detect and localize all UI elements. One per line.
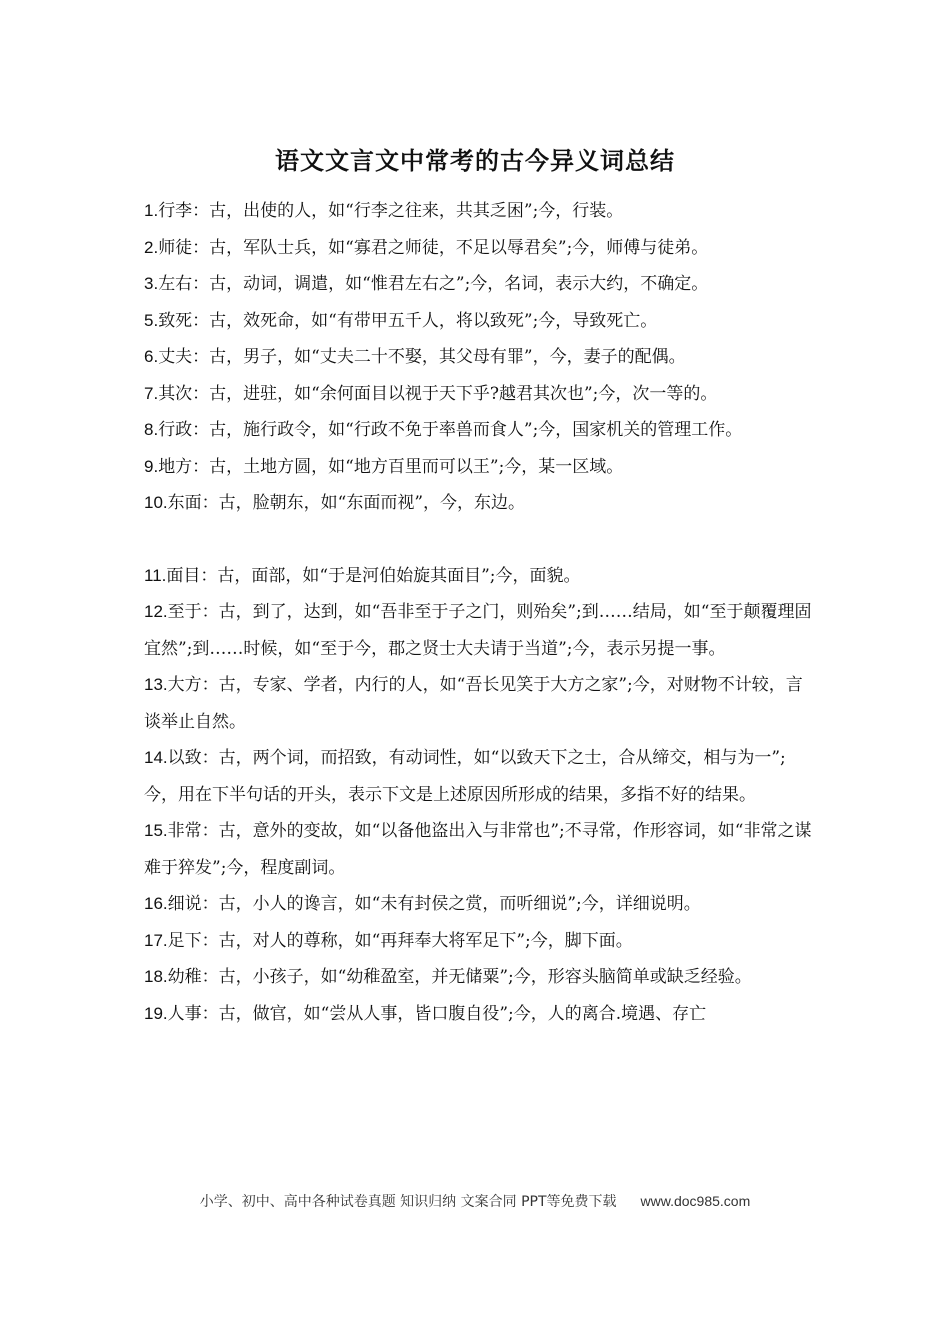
entry-text: 东面：古，脸朝东，如“东面而视”，今，东边。 xyxy=(167,493,526,513)
list-item xyxy=(144,376,816,413)
entry-text: 大方：古，专家、学者，内行的人，如“吾长见笑于大方之家”;今，对财物不计较，言谈举止自然。 xyxy=(144,675,803,732)
footer-text: 小学、初中、高中各种试卷真题 知识归纳 文案合同 PPT等免费下载 xyxy=(199,1194,617,1210)
entry-number: 18. xyxy=(144,967,168,986)
entry-text: 师徒：古，军队士兵，如“寡君之师徒，不足以辱君矣”;今，师傅与徒弟。 xyxy=(158,237,709,258)
entry-number: 2. xyxy=(144,237,159,257)
list-item xyxy=(144,667,816,740)
list-item xyxy=(144,485,816,522)
entry-number: 1. xyxy=(144,201,159,220)
entry-text: 丈夫：古，男子，如“丈夫二十不娶，其父母有罪”，今，妻子的配偶。 xyxy=(158,347,686,367)
entry-number: 3. xyxy=(144,274,159,293)
entry-number: 5. xyxy=(144,310,159,330)
entry-text: 非常：古，意外的变故，如“以备他盗出入与非常也”;不寻常，作形容词，如“非常之谋难于猝发”;今，程度副词。 xyxy=(144,821,812,878)
entry-text: 面目：古，面部，如“于是河伯始旋其面目”;今，面貌。 xyxy=(166,565,581,586)
list-item xyxy=(144,959,816,996)
list-item xyxy=(144,740,816,813)
list-item xyxy=(144,449,816,486)
entry-text: 细说：古，小人的谗言，如“未有封侯之赏，而听细说”;今，详细说明。 xyxy=(167,894,701,914)
list-item xyxy=(144,266,816,303)
list-item xyxy=(144,193,816,230)
entry-number: 13. xyxy=(144,675,168,694)
list-item xyxy=(144,886,816,923)
entry-text: 地方：古，土地方圆，如“地方百里而可以王”;今，某一区域。 xyxy=(158,456,624,477)
entry-number: 15. xyxy=(144,821,168,840)
entry-number: 14. xyxy=(144,748,168,767)
entry-number: 10. xyxy=(144,493,168,512)
document-title: 语文文言文中常考的古今异义词总结 xyxy=(275,146,675,175)
list-item xyxy=(144,594,816,667)
page-footer xyxy=(0,1188,950,1215)
entry-text: 以致：古，两个词，而招致，有动词性，如“以致天下之士，合从缔交，相与为一”;今，用在下半句话的开头，表示下文是上述原因所形成的结果，多指不好的结果。 xyxy=(144,748,786,805)
entry-number: 16. xyxy=(144,894,168,913)
list-item xyxy=(144,923,816,960)
list-item xyxy=(144,813,816,886)
entry-text: 人事：古，做官，如“尝从人事，皆口腹自役”;今，人的离合.境遇、存亡 xyxy=(167,1003,707,1024)
list-item xyxy=(144,339,816,376)
entry-number: 6. xyxy=(144,347,159,366)
entry-list xyxy=(144,193,816,1032)
entry-text: 其次：古，进驻，如“余何面目以视于天下乎?越君其次也”;今，次一等的。 xyxy=(158,383,718,404)
list-item xyxy=(144,412,816,449)
entry-number: 12. xyxy=(144,602,168,621)
entry-number: 7. xyxy=(144,383,159,403)
entry-text: 足下：古，对人的尊称，如“再拜奉大将军足下”;今，脚下面。 xyxy=(167,930,633,951)
list-item xyxy=(144,230,816,267)
entry-number: 8. xyxy=(144,420,159,439)
list-item xyxy=(144,558,816,595)
entry-text: 行政：古，施行政令，如“行政不免于率兽而食人”;今，国家机关的管理工作。 xyxy=(158,420,743,440)
list-item xyxy=(144,996,816,1033)
entry-text: 幼稚：古，小孩子，如“幼稚盈室，并无储粟”;今，形容头脑简单或缺乏经验。 xyxy=(167,967,752,987)
entry-number: 19. xyxy=(144,1003,168,1023)
entry-text: 左右：古，动词，调遣，如“惟君左右之”;今，名词，表示大约，不确定。 xyxy=(158,274,709,294)
entry-text: 致死：古，效死命，如“有带甲五千人，将以致死”;今，导致死亡。 xyxy=(158,310,658,331)
footer-url: www.doc985.com xyxy=(640,1193,751,1209)
entry-text: 至于：古，到了，达到，如“吾非至于子之门，则殆矣”;到……结局，如“至于颠覆理固宜然”;到……时候，如“至于今，郡之贤士大夫请于当道”;今，表示另提一事。 xyxy=(144,602,812,659)
list-item xyxy=(144,303,816,340)
entry-number: 11. xyxy=(144,565,167,585)
entry-number: 17. xyxy=(144,930,168,950)
entry-text: 行李：古，出使的人，如“行李之往来，共其乏困”;今，行装。 xyxy=(158,201,624,221)
entry-number: 9. xyxy=(144,456,159,476)
